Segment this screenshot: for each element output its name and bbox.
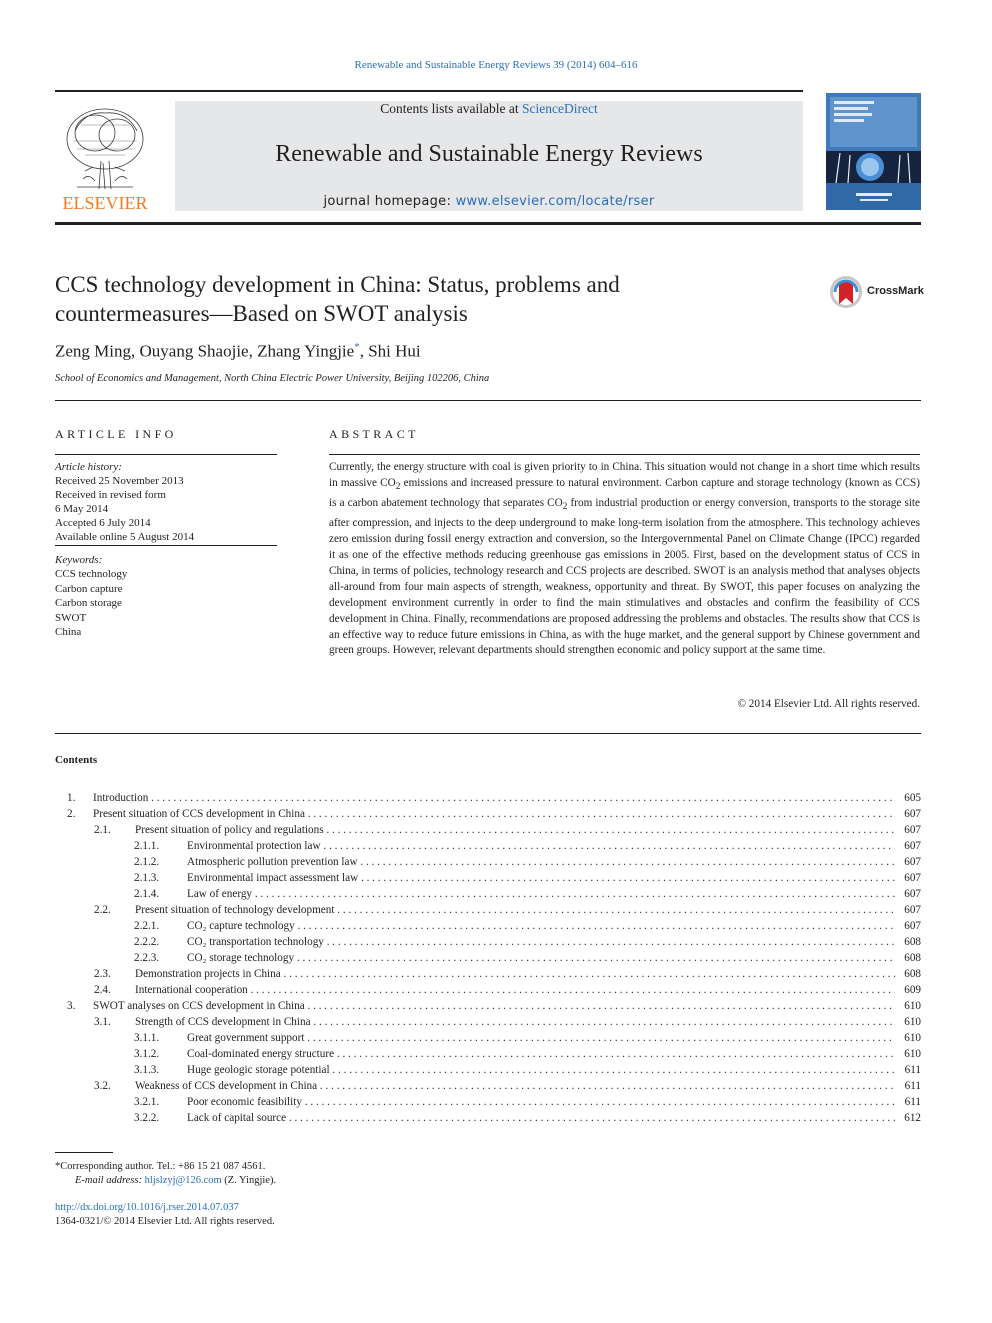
email-link[interactable]: hljslzyj@126.com — [144, 1175, 222, 1186]
elsevier-logo[interactable] — [55, 101, 155, 213]
toc-entry[interactable] — [55, 790, 921, 806]
toc-entry-number: 2. — [67, 808, 76, 820]
toc-entry-page[interactable]: 610 — [904, 1048, 921, 1060]
toc-entry-number: 3.1.3. — [134, 1064, 160, 1076]
toc-entry-page[interactable]: 612 — [904, 1112, 921, 1124]
toc-entry-page[interactable]: 610 — [904, 1032, 921, 1044]
abstract-bottom-rule — [55, 733, 921, 734]
email-line — [55, 1174, 276, 1188]
toc-entry[interactable] — [55, 918, 921, 934]
toc-entry[interactable] — [55, 934, 921, 950]
toc-entry[interactable] — [55, 1062, 921, 1078]
toc-entry-title[interactable]: CO₂ transportation technology . . . — [187, 934, 895, 950]
homepage-link[interactable]: www.elsevier.com/locate/rser — [455, 194, 655, 209]
toc-entry-number: 2.1.1. — [134, 840, 160, 852]
history-received: Received 25 November 2013 — [55, 475, 184, 487]
toc-entry-title[interactable]: CO₂ capture technology . . . — [187, 918, 895, 934]
abstract-rule — [329, 454, 920, 455]
toc-entry-number: 2.1.3. — [134, 872, 160, 884]
toc-entry-title[interactable]: Huge geologic storage potential . . . — [187, 1062, 895, 1078]
toc-entry-page[interactable]: 611 — [904, 1096, 921, 1108]
toc-entry-title[interactable]: Coal-dominated energy structure . . . — [187, 1046, 895, 1062]
toc-entry[interactable] — [55, 1078, 921, 1094]
toc-entry[interactable] — [55, 998, 921, 1014]
toc-entry-title[interactable]: Law of energy . . . — [187, 886, 895, 902]
toc-entry-page[interactable]: 608 — [904, 968, 921, 980]
toc-entry-title[interactable]: Demonstration projects in China . . . — [135, 966, 895, 982]
abstract-heading: ABSTRACT — [329, 427, 419, 441]
toc-entry-number: 2.3. — [94, 968, 111, 980]
crossmark-badge[interactable] — [829, 274, 925, 310]
toc-entry-number: 3.1. — [94, 1016, 111, 1028]
article-title: CCS technology development in China: Status, problems and countermeasures—Based on SWOT analysis — [55, 272, 620, 326]
toc-entry-number: 2.2.2. — [134, 936, 160, 948]
masthead-bottom-rule — [55, 222, 921, 225]
toc-entry-title[interactable]: Present situation of technology development . . . — [135, 902, 895, 918]
toc-entry[interactable] — [55, 822, 921, 838]
article-info-rule — [55, 454, 277, 455]
corresponding-author-note: *Corresponding author. Tel.: +86 15 21 087 4561. — [55, 1161, 266, 1172]
toc-entry-title[interactable]: Poor economic feasibility . . . — [187, 1094, 895, 1110]
toc-entry-title[interactable]: Environmental impact assessment law . . . — [187, 870, 895, 886]
corresponding-author-link[interactable]: * — [354, 341, 360, 353]
toc-entry-page[interactable]: 607 — [904, 872, 921, 884]
toc-entry-number: 1. — [67, 792, 76, 804]
abstract-text-part: Currently, the energy structure with coal is given priority to in China. This situation would not change in a short time which results in massive CO — [329, 461, 920, 489]
toc-entry-title[interactable]: International cooperation . . . — [135, 982, 895, 998]
toc-entry-title[interactable]: Introduction . . . — [93, 790, 895, 806]
toc-entry[interactable] — [55, 1014, 921, 1030]
toc-entry-number: 3.2.2. — [134, 1112, 160, 1124]
toc-entry-page[interactable]: 607 — [904, 856, 921, 868]
toc-entry-number: 2.4. — [94, 984, 111, 996]
toc-entry-title[interactable]: Atmospheric pollution prevention law . . . — [187, 854, 895, 870]
article-history — [55, 460, 277, 544]
toc-entry[interactable] — [55, 854, 921, 870]
toc-entry-number: 3. — [67, 1000, 76, 1012]
doi-link[interactable]: http://dx.doi.org/10.1016/j.rser.2014.07.037 — [55, 1202, 239, 1213]
author-list — [55, 341, 421, 362]
toc-entry-title[interactable]: SWOT analyses on CCS development in China . . . — [93, 998, 895, 1014]
history-revised-label: Received in revised form — [55, 489, 166, 501]
contents-availability — [175, 101, 803, 117]
toc-entry-number: 3.1.2. — [134, 1048, 160, 1060]
keyword-item: China — [55, 626, 82, 639]
toc-entry[interactable] — [55, 806, 921, 822]
keyword-item: Carbon capture — [55, 582, 123, 595]
issn-copyright: 1364-0321/© 2014 Elsevier Ltd. All rights reserved. — [55, 1216, 275, 1227]
email-suffix: (Z. Yingjie). — [221, 1175, 277, 1186]
toc-entry-page[interactable]: 608 — [904, 936, 921, 948]
keyword-item: SWOT — [55, 611, 87, 624]
elsevier-tree-icon — [55, 101, 155, 213]
keywords-rule — [55, 545, 277, 546]
toc-entry-page[interactable]: 607 — [904, 904, 921, 916]
toc-entry-title[interactable]: Environmental protection law . . . — [187, 838, 895, 854]
toc-entry-title[interactable]: Lack of capital source . . . — [187, 1110, 895, 1126]
toc-entry[interactable] — [55, 902, 921, 918]
toc-entry-title[interactable]: Weakness of CCS development in China . . . — [135, 1078, 895, 1094]
sciencedirect-link[interactable]: ScienceDirect — [522, 101, 598, 116]
abstract-text-part: from industrial production or energy conversion, transports to the storage site after compression, and injects to the deep underground to make long-term isolation from the atmosphere. This technology achieves zero emission during fossil energy extraction and conversion, so the Intergovernmental Panel on Climate Change (IPCC) regarded it as one of the effective methods reducing greenhouse gas emissions in 2005. First, based on the development status of CCS in China, in terms of policies, technology research and CCS projects are described. SWOT is an analysis method that analyses objects all-around from four main aspects of strength, weakness, opportunity and threat. By SWOT, this paper focuses on analyzing the development environment currently in order to find the main stimulatives and obstacles and confirm the feasibility of CCS development in China. Finally, recommendations are proposed addressing the problems and obstacles. The results show that CCS is an effective way to reduce future emissions in China, as with the huge market, and the general support by Chinese government and green groups. However, relevant departments should strengthen economic and policy support at the same time. — [329, 497, 921, 657]
toc-entry-title[interactable]: Present situation of CCS development in China . . . — [93, 806, 895, 822]
header-divider — [55, 400, 921, 401]
toc-entry-number: 3.2. — [94, 1080, 111, 1092]
crossmark-label: CrossMark — [867, 285, 924, 297]
journal-citation[interactable]: Renewable and Sustainable Energy Reviews 39 (2014) 604–616 — [354, 59, 638, 71]
keyword-item: Carbon storage — [55, 597, 122, 610]
keywords-label: Keywords: — [55, 554, 103, 566]
journal-homepage — [175, 194, 803, 209]
keyword-item: CCS technology — [55, 568, 128, 581]
toc-entry-page[interactable]: 610 — [904, 1000, 921, 1012]
subscript-2: 2 — [562, 502, 568, 513]
crossmark-icon — [829, 274, 863, 310]
toc-entry[interactable] — [55, 950, 921, 966]
masthead-top-rule — [55, 90, 803, 92]
toc-entry-page[interactable]: 605 — [904, 792, 921, 804]
abstract-body — [329, 460, 920, 659]
toc-entry-number: 3.2.1. — [134, 1096, 160, 1108]
toc-entry[interactable] — [55, 886, 921, 902]
abstract-copyright: © 2014 Elsevier Ltd. All rights reserved. — [737, 698, 920, 710]
toc-entry-number: 2.1.2. — [134, 856, 160, 868]
toc-entry-page[interactable]: 607 — [904, 808, 921, 820]
last-author: , Shi Hui — [359, 341, 421, 361]
author-names: Zeng Ming, Ouyang Shaojie, Zhang Yingjie — [55, 341, 355, 361]
toc-entry-number: 2.2. — [94, 904, 111, 916]
toc-entry-page[interactable]: 607 — [904, 824, 921, 836]
toc-entry[interactable] — [55, 1030, 921, 1046]
toc-entry-page[interactable]: 611 — [904, 1080, 921, 1092]
toc-entry-title[interactable]: Strength of CCS development in China . . . — [135, 1014, 895, 1030]
toc-entry-page[interactable]: 608 — [904, 952, 921, 964]
cover-thumbnail-icon — [826, 93, 921, 210]
toc-entry-title[interactable]: Great government support . . . — [187, 1030, 895, 1046]
subscript-2: 2 — [395, 482, 401, 493]
toc-entry[interactable] — [55, 870, 921, 886]
footnote-rule — [55, 1152, 113, 1153]
history-revised-date: 6 May 2014 — [55, 503, 109, 515]
toc-entry[interactable] — [55, 1046, 921, 1062]
toc-entry-page[interactable]: 609 — [904, 984, 921, 996]
toc-entry-number: 2.2.3. — [134, 952, 160, 964]
toc-entry-page[interactable]: 607 — [904, 888, 921, 900]
toc-entry[interactable] — [55, 1110, 921, 1126]
toc-entry-title[interactable]: Present situation of policy and regulations . . . — [135, 822, 895, 838]
table-of-contents — [55, 790, 921, 1126]
toc-entry-number: 2.2.1. — [134, 920, 160, 932]
toc-entry[interactable] — [55, 838, 921, 854]
toc-entry-page[interactable]: 607 — [904, 920, 921, 932]
toc-entry[interactable] — [55, 982, 921, 998]
author-affiliation: School of Economics and Management, North China Electric Power University, Beijing 102206, China — [55, 373, 490, 384]
toc-entry-number: 2.1.4. — [134, 888, 160, 900]
history-online: Available online 5 August 2014 — [55, 531, 195, 543]
abstract-text-part: emissions and increased pressure to natural environment. Carbon capture and storage technology (known as CCS) is a carbon abatement technology that separates CO — [329, 476, 920, 510]
toc-entry-page[interactable]: 607 — [904, 840, 921, 852]
toc-entry[interactable] — [55, 966, 921, 982]
toc-entry-title[interactable]: CO₂ storage technology . . . — [187, 950, 895, 966]
toc-entry-page[interactable]: 611 — [904, 1064, 921, 1076]
footnote — [55, 1160, 276, 1188]
contents-prefix: Contents lists available at — [380, 101, 522, 116]
toc-entry-number: 2.1. — [94, 824, 111, 836]
toc-entry-number: 3.1.1. — [134, 1032, 160, 1044]
elsevier-wordmark: ELSEVIER — [62, 193, 148, 213]
journal-title: Renewable and Sustainable Energy Reviews — [275, 141, 703, 167]
article-info-heading: ARTICLE INFO — [55, 427, 177, 441]
email-label: E-mail address: — [75, 1175, 145, 1186]
toc-entry-page[interactable]: 610 — [904, 1016, 921, 1028]
homepage-prefix: journal homepage: — [323, 194, 456, 209]
history-label: Article history: — [55, 461, 122, 473]
history-accepted: Accepted 6 July 2014 — [55, 517, 151, 529]
contents-heading: Contents — [55, 754, 98, 766]
journal-cover-image[interactable] — [826, 93, 921, 210]
keywords-list — [55, 553, 277, 639]
toc-entry[interactable] — [55, 1094, 921, 1110]
